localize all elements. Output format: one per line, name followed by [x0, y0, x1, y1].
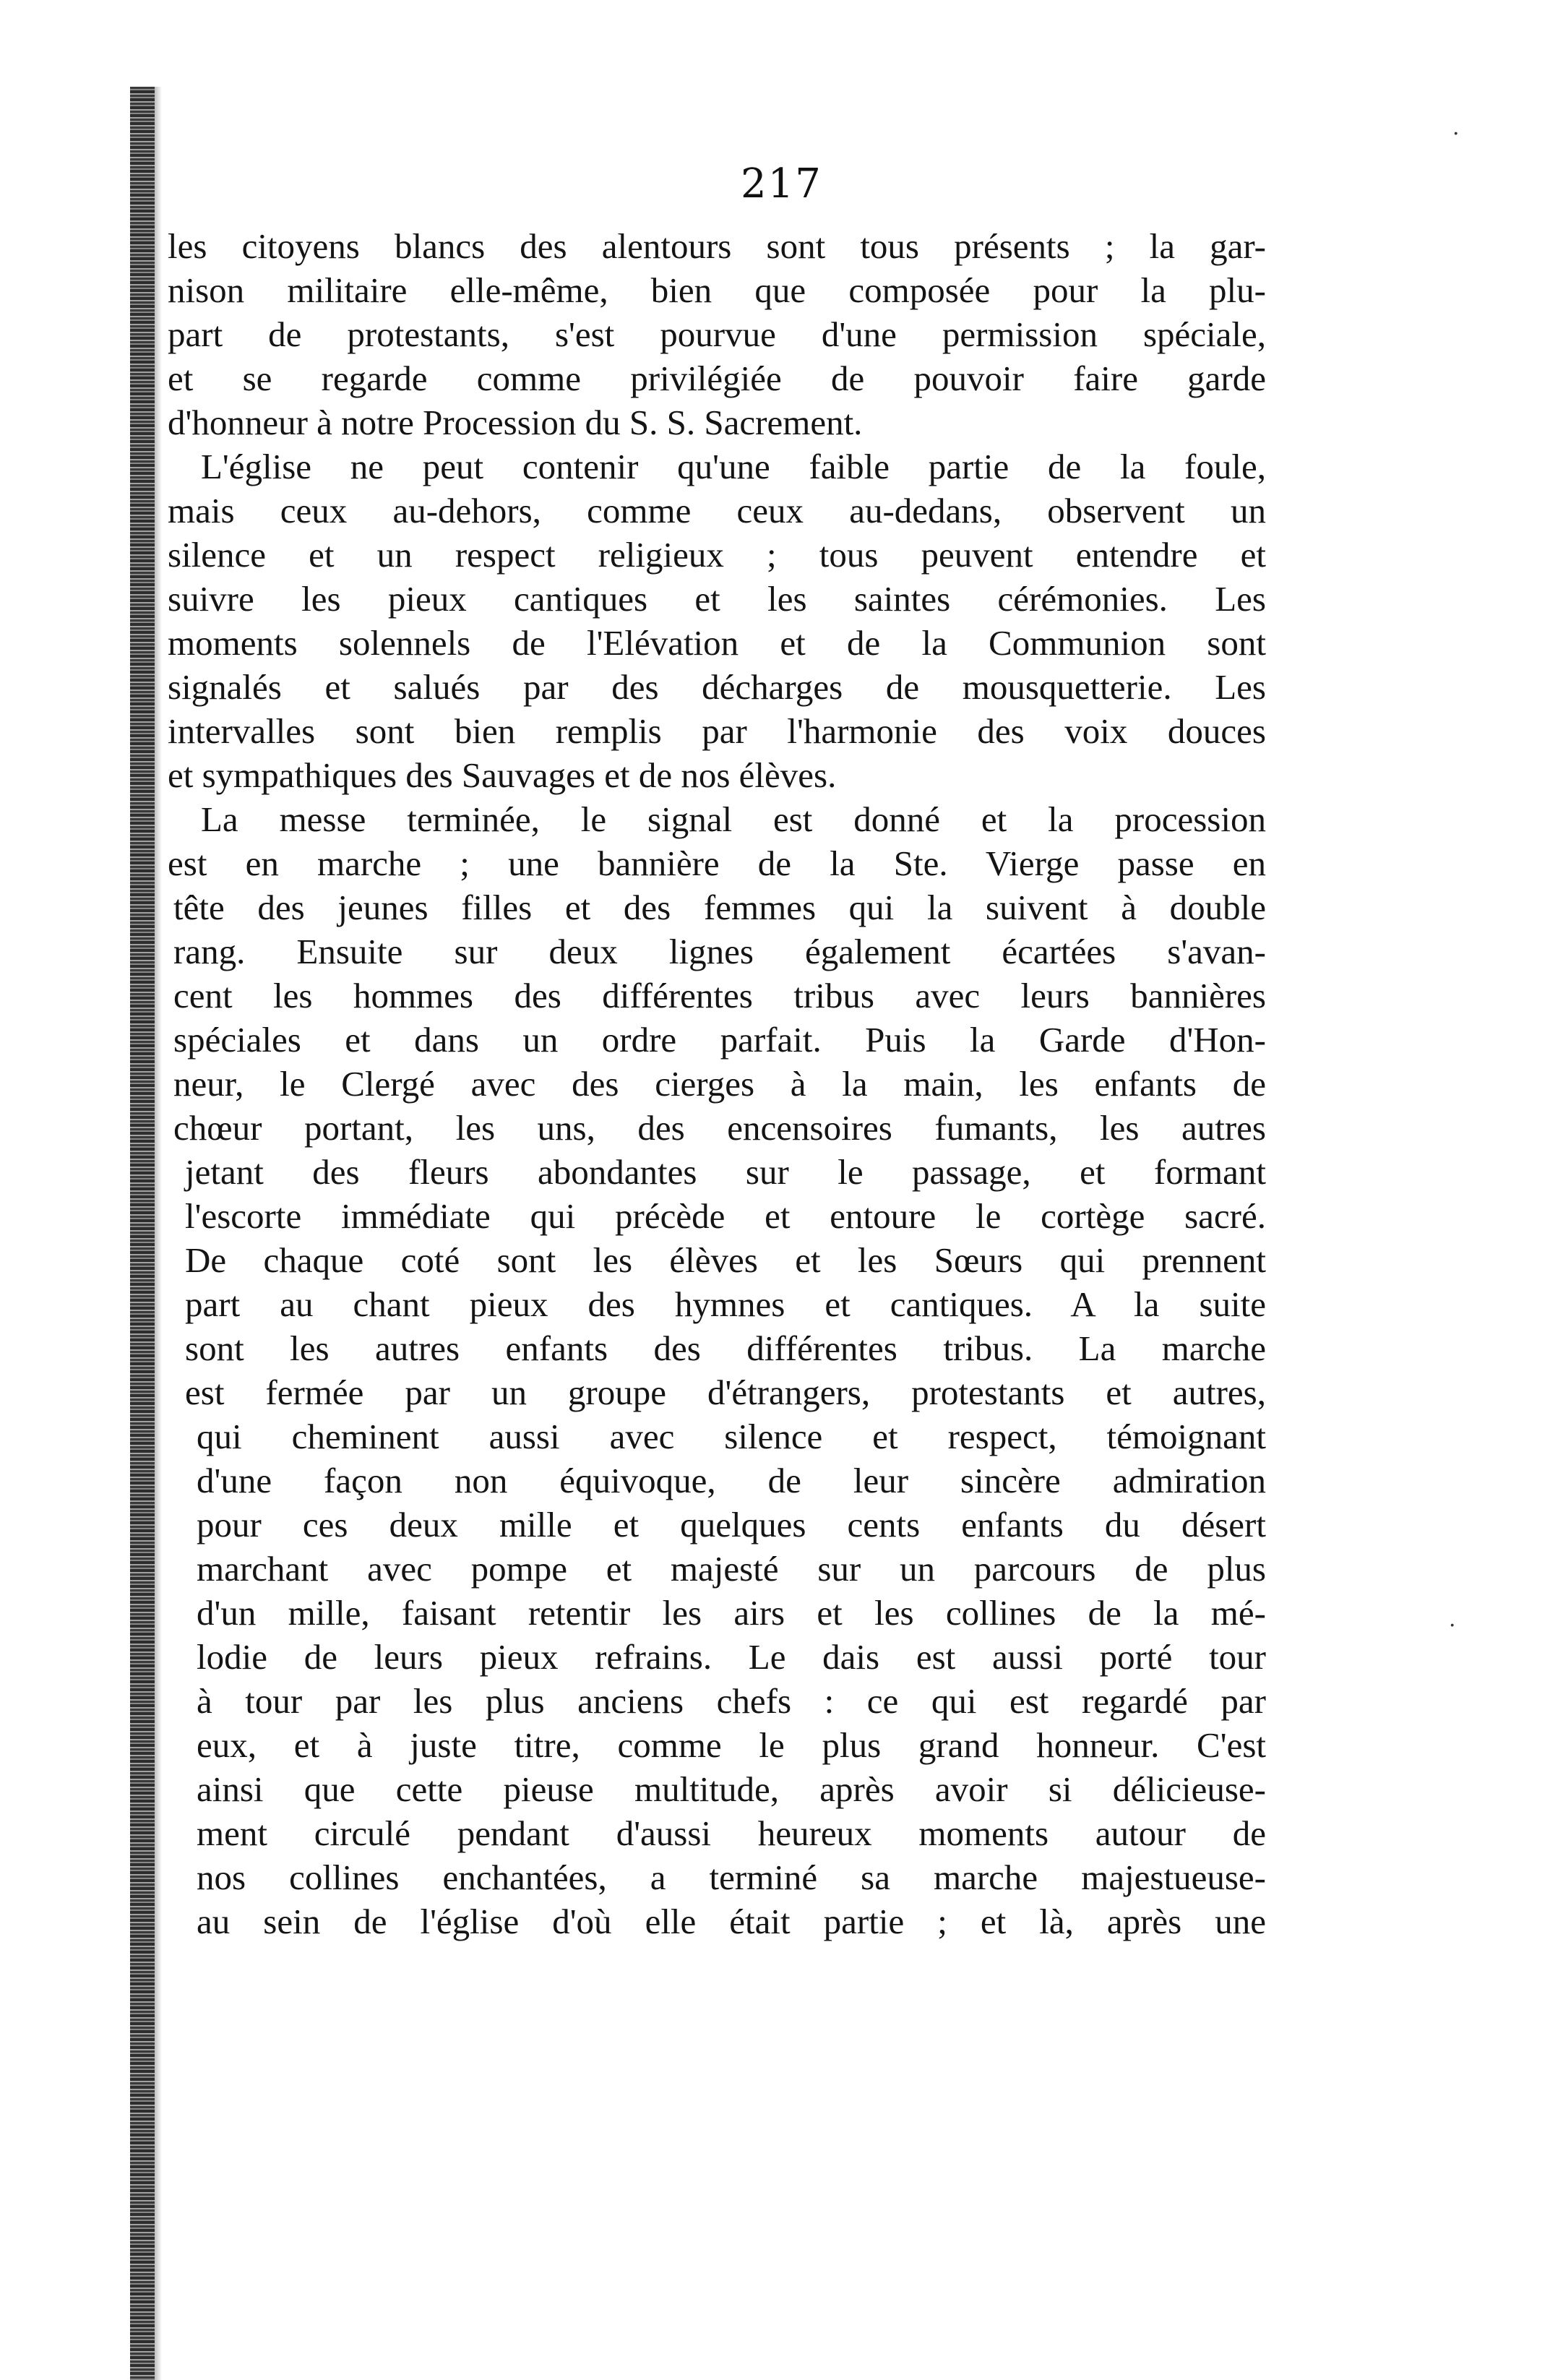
paragraph-1: [168, 224, 1266, 444]
text-line: part au chant pieux des hymnes et cantiques. A la suite: [185, 1284, 1266, 1324]
text-line: les citoyens blancs des alentours sont tous présents ; la gar-: [168, 226, 1266, 266]
text-line: ainsi que cette pieuse multitude, après avoir si délicieuse-: [197, 1769, 1266, 1809]
text-line: est fermée par un groupe d'étrangers, protestants et autres,: [185, 1372, 1266, 1412]
text-line: moments solennels de l'Elévation et de la Communion sont: [168, 623, 1266, 663]
text-line: silence et un respect religieux ; tous peuvent entendre et: [168, 535, 1266, 575]
text-line: ment circulé pendant d'aussi heureux moments autour de: [197, 1813, 1266, 1853]
text-line: part de protestants, s'est pourvue d'une permission spéciale,: [168, 314, 1266, 354]
text-line: sont les autres enfants des différentes tribus. La marche: [185, 1328, 1266, 1368]
body-text: [168, 224, 1266, 1943]
text-line: pour ces deux mille et quelques cents enfants du désert: [197, 1505, 1266, 1545]
text-line: nos collines enchantées, a terminé sa marche majestueuse-: [197, 1857, 1266, 1897]
text-line: neur, le Clergé avec des cierges à la main, les enfants de: [173, 1064, 1266, 1104]
text-line: est en marche ; une bannière de la Ste. Vierge passe en: [168, 843, 1266, 883]
paragraph-3: [168, 797, 1266, 1943]
text-line: L'église ne peut contenir qu'une faible partie de la foule,: [201, 447, 1266, 486]
text-line: rang. Ensuite sur deux lignes également écartées s'avan-: [173, 932, 1266, 971]
text-line: nison militaire elle-même, bien que composée pour la plu-: [168, 270, 1266, 310]
text-line: et se regarde comme privilégiée de pouvoir faire garde: [168, 358, 1266, 398]
text-line: eux, et à juste titre, comme le plus grand honneur. C'est: [197, 1725, 1266, 1765]
text-line: intervalles sont bien remplis par l'harmonie des voix douces: [168, 711, 1266, 751]
text-line: spéciales et dans un ordre parfait. Puis la Garde d'Hon-: [173, 1020, 1266, 1060]
text-line: De chaque coté sont les élèves et les Sœurs qui prennent: [185, 1240, 1266, 1280]
text-line: mais ceux au-dehors, comme ceux au-dedans, observent un: [168, 491, 1266, 530]
paragraph-2: [168, 444, 1266, 797]
text-line: jetant des fleurs abondantes sur le passage, et formant: [185, 1152, 1266, 1192]
scan-speck: ·: [1449, 1613, 1456, 1638]
text-line: marchant avec pompe et majesté sur un parcours de plus: [197, 1549, 1266, 1589]
text-line: qui cheminent aussi avec silence et respect, témoignant: [197, 1417, 1266, 1456]
text-line: au sein de l'église d'où elle était partie ; et là, après une: [197, 1902, 1266, 1941]
text-line: suivre les pieux cantiques et les saintes cérémonies. Les: [168, 579, 1266, 619]
text-line: et sympathiques des Sauvages et de nos élèves.: [168, 755, 837, 795]
text-line: chœur portant, les uns, des encensoires fumants, les autres: [173, 1108, 1266, 1148]
text-line: d'honneur à notre Procession du S. S. Sacrement.: [168, 403, 863, 442]
text-line: à tour par les plus anciens chefs : ce qui est regardé par: [197, 1681, 1266, 1721]
text-line: cent les hommes des différentes tribus avec leurs bannières: [173, 976, 1266, 1015]
text-line: l'escorte immédiate qui précède et entoure le cortège sacré.: [185, 1196, 1266, 1236]
text-line: lodie de leurs pieux refrains. Le dais est aussi porté tour: [197, 1637, 1266, 1677]
text-line: signalés et salués par des décharges de mousquetterie. Les: [168, 667, 1266, 707]
text-line: La messe terminée, le signal est donné et la procession: [201, 799, 1266, 839]
text-line: tête des jeunes filles et des femmes qui la suivent à double: [173, 888, 1266, 927]
text-line: d'une façon non équivoque, de leur sincère admiration: [197, 1461, 1266, 1500]
binding-edge: [130, 87, 155, 2380]
page-number: 217: [741, 160, 822, 207]
text-line: d'un mille, faisant retentir les airs et les collines de la mé-: [197, 1593, 1266, 1633]
scan-speck: ·: [1452, 121, 1460, 147]
